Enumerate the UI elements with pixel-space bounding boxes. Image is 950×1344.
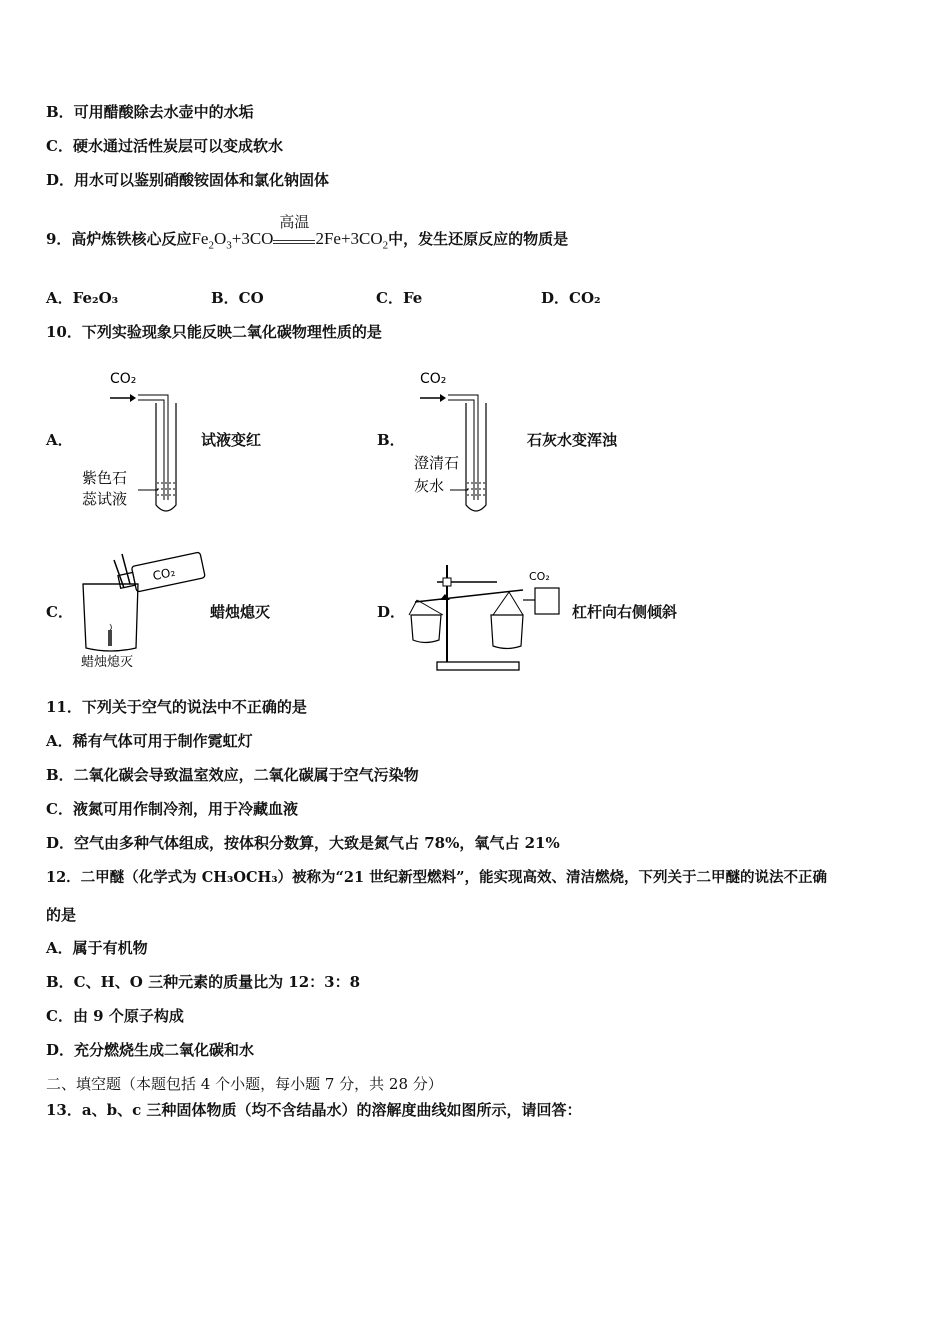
- candle-icon: [108, 630, 112, 646]
- q12-option-c: C．由 9 个原子构成: [46, 1007, 184, 1025]
- q8-option-c: C．硬水通过活性炭层可以变成软水: [46, 137, 283, 155]
- reaction-arrow: [273, 215, 315, 244]
- q10-b-caption: 石灰水变浑浊: [527, 431, 618, 449]
- right-bag-icon: [491, 615, 523, 649]
- q10-c-caption: 蜡烛熄灭: [210, 603, 271, 621]
- q10-c-text: 蜡烛熄灭: [81, 655, 134, 670]
- q11-option-b: B．二氧化碳会导致温室效应，二氧化碳属于空气污染物: [46, 766, 419, 784]
- gas-bottle-icon: [117, 552, 206, 595]
- q10-a-text1: 紫色石: [82, 469, 128, 487]
- q10-b-gas-label: CO₂: [420, 371, 447, 387]
- q10-a-label: A．: [46, 431, 73, 449]
- q10-a-figure: [78, 365, 198, 520]
- section-heading: 二、填空题（本题包括 4 个小题，每小题 7 分，共 28 分）: [46, 1075, 443, 1093]
- q10-c-label: C．: [46, 603, 73, 621]
- q9-option-d: D．CO₂: [541, 289, 601, 307]
- q11-stem: 11．下列关于空气的说法中不正确的是: [46, 698, 307, 716]
- q9-option-c: C．Fe: [376, 289, 423, 307]
- q8-option-b: B．可用醋酸除去水壶中的水垢: [46, 103, 254, 121]
- q12-option-b: B．C、H、O 三种元素的质量比为 12：3：8: [46, 973, 361, 991]
- q12-option-a: A．属于有机物: [46, 939, 148, 957]
- q10-d-figure: [405, 560, 570, 675]
- q10-d-caption: 杠杆向右侧倾斜: [572, 603, 678, 621]
- q10-d-label: D．: [377, 603, 406, 621]
- q10-a-text2: 蕊试液: [82, 490, 128, 508]
- stand-base-icon: [437, 662, 519, 670]
- q12-stem-line2: 的是: [46, 906, 77, 924]
- q9-prefix: 9．高炉炼铁核心反应: [46, 230, 192, 248]
- reaction-condition: 高温: [279, 215, 310, 231]
- q10-b-text2: 灰水: [414, 477, 445, 495]
- arrow-head-icon: [130, 394, 136, 402]
- q10-b-label: B．: [377, 431, 405, 449]
- q8-option-d: D．用水可以鉴别硝酸铵固体和氯化钠固体: [46, 171, 330, 189]
- q10-c-figure: [78, 540, 218, 672]
- q9-option-a: A．Fe₂O₃: [46, 289, 119, 307]
- q10-a-gas-label: CO₂: [110, 371, 137, 387]
- q10-a-caption: 试液变红: [201, 431, 262, 449]
- q9-stem: [46, 215, 569, 255]
- q13-stem: 13．a、b、c 三种固体物质（均不含结晶水）的溶解度曲线如图所示，请回答：: [46, 1101, 582, 1119]
- q10-b-figure: [410, 365, 530, 520]
- q11-option-d: D．空气由多种气体组成，按体积分数算，大致是氮气占 78%，氧气占 21%: [46, 834, 560, 852]
- q11-option-c: C．液氮可用作制冷剂，用于冷藏血液: [46, 800, 298, 818]
- q10-stem: 10．下列实验现象只能反映二氧化碳物理性质的是: [46, 323, 382, 341]
- q11-option-a: A．稀有气体可用于制作霓虹灯: [46, 732, 253, 750]
- arrow-head-icon: [440, 394, 446, 402]
- q12-option-d: D．充分燃烧生成二氧化碳和水: [46, 1041, 255, 1059]
- left-bag-icon: [411, 615, 441, 643]
- q10-b-text1: 澄清石: [414, 454, 460, 472]
- q10-d-gas-label: CO₂: [529, 570, 550, 583]
- q9-suffix: 中，发生还原反应的物质是: [388, 230, 569, 248]
- co2-bottle-icon: [535, 588, 559, 614]
- q9-equation: $Fe_2O_3+3CO$ 高温 $2Fe+3CO_2$: [191, 215, 389, 252]
- q9-option-b: B．CO: [211, 289, 264, 307]
- q10-c-gas-label: CO₂: [151, 564, 177, 584]
- q12-stem-line1: 12．二甲醚（化学式为 CH₃OCH₃）被称为“21 世纪新型燃料”，能实现高效、清洁燃烧，下列关于二甲醚的说法不正确: [46, 869, 827, 886]
